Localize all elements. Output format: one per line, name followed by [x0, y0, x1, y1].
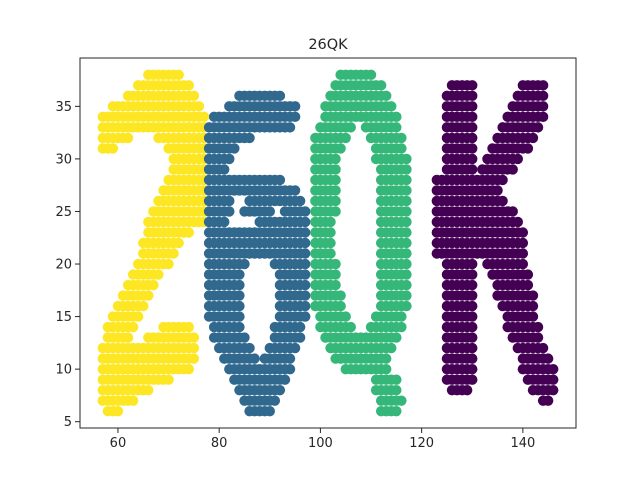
- data-point: [133, 311, 143, 321]
- data-point: [396, 311, 406, 321]
- data-point: [335, 143, 345, 153]
- data-point: [330, 164, 340, 174]
- data-point: [330, 196, 340, 206]
- data-point: [138, 301, 148, 311]
- data-point: [467, 311, 477, 321]
- data-point: [391, 374, 401, 384]
- data-point: [128, 395, 138, 405]
- data-point: [538, 91, 548, 101]
- data-point: [330, 185, 340, 195]
- data-point: [224, 154, 234, 164]
- data-point: [280, 374, 290, 384]
- y-tick-label: 20: [55, 257, 72, 273]
- data-point: [508, 164, 518, 174]
- data-point: [381, 91, 391, 101]
- data-point: [528, 290, 538, 300]
- data-point: [518, 259, 528, 269]
- data-point: [528, 301, 538, 311]
- data-point: [173, 70, 183, 80]
- data-point: [386, 101, 396, 111]
- data-point: [153, 269, 163, 279]
- data-point: [467, 364, 477, 374]
- data-point: [376, 80, 386, 90]
- data-point: [341, 133, 351, 143]
- data-point: [386, 343, 396, 353]
- data-point: [173, 238, 183, 248]
- data-point: [523, 280, 533, 290]
- data-point: [381, 364, 391, 374]
- data-point: [234, 290, 244, 300]
- data-point: [123, 332, 133, 342]
- data-point: [396, 143, 406, 153]
- data-point: [467, 154, 477, 164]
- data-point: [275, 175, 285, 185]
- data-point: [143, 385, 153, 395]
- data-point: [467, 259, 477, 269]
- data-point: [330, 280, 340, 290]
- data-point: [285, 353, 295, 363]
- data-point: [538, 112, 548, 122]
- data-point: [543, 395, 553, 405]
- data-point: [346, 122, 356, 132]
- data-point: [467, 122, 477, 132]
- data-point: [391, 406, 401, 416]
- data-point: [467, 353, 477, 363]
- data-point: [401, 227, 411, 237]
- data-point: [290, 185, 300, 195]
- data-point: [239, 332, 249, 342]
- data-point: [467, 80, 477, 90]
- data-point: [290, 101, 300, 111]
- data-point: [224, 206, 234, 216]
- x-tick-label: 60: [109, 436, 127, 451]
- data-point: [523, 143, 533, 153]
- data-point: [325, 217, 335, 227]
- data-point: [467, 101, 477, 111]
- data-point: [346, 322, 356, 332]
- data-point: [148, 280, 158, 290]
- data-point: [401, 154, 411, 164]
- data-point: [265, 206, 275, 216]
- data-point: [113, 406, 123, 416]
- data-point: [401, 269, 411, 279]
- data-point: [401, 217, 411, 227]
- data-point: [234, 280, 244, 290]
- data-point: [391, 385, 401, 395]
- data-point: [528, 311, 538, 321]
- data-point: [533, 322, 543, 332]
- data-point: [239, 259, 249, 269]
- data-point: [285, 364, 295, 374]
- data-point: [330, 259, 340, 269]
- data-point: [533, 332, 543, 342]
- data-point: [401, 185, 411, 195]
- data-point: [189, 332, 199, 342]
- data-point: [462, 385, 472, 395]
- data-point: [219, 164, 229, 174]
- data-point: [189, 353, 199, 363]
- data-point: [401, 248, 411, 258]
- data-point: [391, 332, 401, 342]
- data-point: [123, 133, 133, 143]
- data-point: [467, 301, 477, 311]
- data-point: [467, 343, 477, 353]
- y-tick-label: 35: [55, 99, 72, 115]
- data-point: [497, 196, 507, 206]
- data-point: [401, 280, 411, 290]
- data-point: [128, 322, 138, 332]
- data-point: [244, 133, 254, 143]
- chart-title: 26QK: [308, 37, 348, 53]
- data-point: [108, 143, 118, 153]
- data-point: [300, 206, 310, 216]
- data-point: [401, 259, 411, 269]
- data-point: [330, 175, 340, 185]
- data-point: [184, 364, 194, 374]
- y-tick-label: 25: [55, 204, 72, 220]
- data-point: [396, 395, 406, 405]
- data-point: [335, 301, 345, 311]
- data-point: [184, 80, 194, 90]
- data-point: [513, 217, 523, 227]
- data-point: [467, 133, 477, 143]
- data-point: [244, 343, 254, 353]
- data-point: [330, 206, 340, 216]
- data-point: [270, 395, 280, 405]
- data-point: [300, 269, 310, 279]
- data-point: [528, 133, 538, 143]
- data-point: [265, 406, 275, 416]
- data-point: [290, 112, 300, 122]
- data-point: [548, 374, 558, 384]
- data-point: [467, 91, 477, 101]
- data-point: [467, 332, 477, 342]
- data-point: [325, 227, 335, 237]
- y-tick-label: 15: [55, 310, 72, 326]
- y-tick-label: 10: [55, 362, 72, 378]
- data-point: [325, 238, 335, 248]
- data-point: [335, 290, 345, 300]
- data-point: [391, 112, 401, 122]
- data-point: [285, 122, 295, 132]
- data-point: [518, 248, 528, 258]
- data-point: [295, 332, 305, 342]
- data-point: [467, 112, 477, 122]
- data-point: [538, 101, 548, 111]
- data-point: [163, 259, 173, 269]
- data-point: [189, 343, 199, 353]
- data-point: [295, 196, 305, 206]
- data-point: [497, 175, 507, 185]
- data-point: [518, 238, 528, 248]
- data-point: [168, 248, 178, 258]
- data-point: [523, 269, 533, 279]
- data-point: [290, 343, 300, 353]
- data-point: [401, 164, 411, 174]
- data-point: [275, 385, 285, 395]
- data-point: [234, 269, 244, 279]
- data-point: [396, 322, 406, 332]
- data-point: [300, 227, 310, 237]
- data-point: [300, 248, 310, 258]
- data-point: [401, 290, 411, 300]
- data-point: [508, 206, 518, 216]
- data-point: [330, 154, 340, 164]
- data-point: [325, 248, 335, 258]
- data-point: [330, 269, 340, 279]
- data-point: [249, 353, 259, 363]
- data-point: [300, 301, 310, 311]
- data-point: [467, 322, 477, 332]
- data-point: [396, 133, 406, 143]
- data-point: [300, 217, 310, 227]
- data-point: [401, 238, 411, 248]
- data-point: [143, 290, 153, 300]
- data-point: [533, 122, 543, 132]
- data-point: [275, 91, 285, 101]
- x-tick-label: 140: [510, 436, 536, 451]
- data-point: [391, 122, 401, 132]
- data-point: [219, 217, 229, 227]
- data-point: [199, 112, 209, 122]
- x-tick-label: 120: [409, 436, 435, 451]
- data-point: [234, 311, 244, 321]
- data-point: [194, 101, 204, 111]
- data-point: [467, 269, 477, 279]
- data-point: [467, 290, 477, 300]
- data-point: [300, 238, 310, 248]
- data-point: [538, 80, 548, 90]
- data-point: [381, 353, 391, 363]
- data-point: [548, 385, 558, 395]
- data-point: [401, 301, 411, 311]
- data-point: [401, 175, 411, 185]
- data-point: [518, 227, 528, 237]
- data-point: [189, 91, 199, 101]
- x-tick-label: 100: [307, 436, 333, 451]
- data-point: [300, 280, 310, 290]
- data-point: [341, 311, 351, 321]
- data-point: [295, 322, 305, 332]
- data-point: [224, 196, 234, 206]
- data-point: [300, 259, 310, 269]
- data-point: [163, 374, 173, 384]
- data-point: [401, 206, 411, 216]
- data-point: [234, 322, 244, 332]
- y-tick-label: 30: [55, 152, 72, 168]
- data-point: [513, 154, 523, 164]
- data-point: [184, 322, 194, 332]
- data-point: [401, 196, 411, 206]
- data-point: [543, 353, 553, 363]
- data-point: [467, 164, 477, 174]
- data-point: [300, 311, 310, 321]
- data-point: [229, 143, 239, 153]
- data-point: [467, 374, 477, 384]
- x-tick-label: 80: [210, 436, 228, 451]
- data-point: [467, 280, 477, 290]
- data-point: [467, 143, 477, 153]
- data-point: [366, 70, 376, 80]
- data-point: [184, 227, 194, 237]
- data-point: [548, 364, 558, 374]
- data-point: [234, 301, 244, 311]
- data-point: [538, 343, 548, 353]
- data-point: [492, 185, 502, 195]
- y-tick-label: 5: [63, 415, 72, 431]
- data-point: [300, 290, 310, 300]
